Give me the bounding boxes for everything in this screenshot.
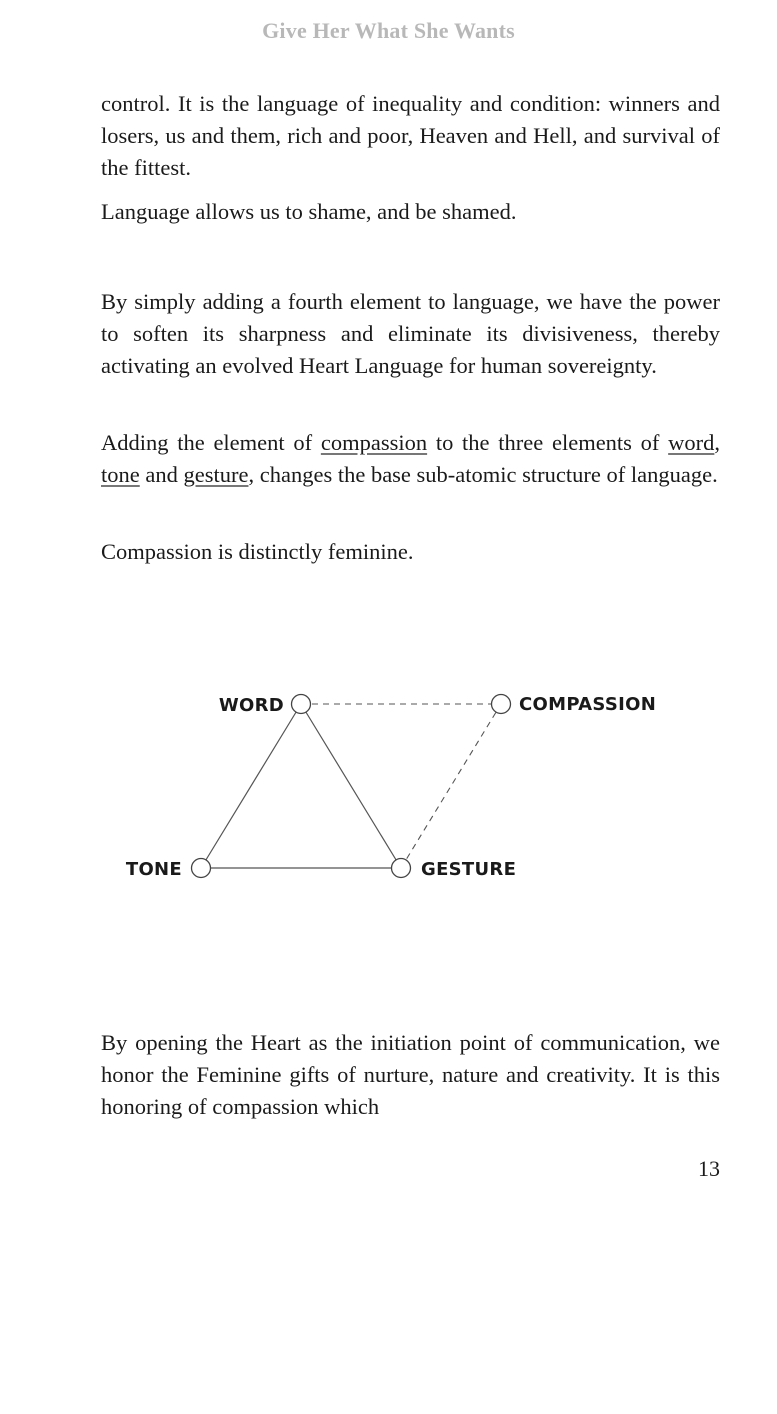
- paragraph-adding-compassion: [101, 427, 720, 491]
- p4-text-4: and: [139, 462, 184, 487]
- paragraph-shame: Language allows us to shame, and be shamed.: [101, 199, 517, 224]
- p4-text-1: Adding the element of: [101, 430, 321, 455]
- four-element-diagram: [0, 670, 777, 900]
- label-word: WORD: [218, 695, 284, 716]
- edge-gesture-compassion: [401, 704, 501, 868]
- paragraph-fourth-element: By simply adding a fourth element to language, we have the power to soften its sharpness and eliminate its divisiveness, thereby activating an evolved Heart Language for human sovereignty.: [101, 289, 720, 378]
- node-tone: [192, 859, 211, 878]
- node-gesture: [392, 859, 411, 878]
- label-compassion: COMPASSION: [519, 694, 657, 715]
- label-tone: TONE: [125, 859, 182, 880]
- edge-word-gesture: [301, 704, 401, 868]
- term-tone: tone: [101, 462, 140, 487]
- term-word: word: [668, 430, 715, 455]
- label-gesture: GESTURE: [421, 859, 517, 880]
- edge-word-tone: [201, 704, 301, 868]
- p4-text-5: , changes the base sub-atomic structure of language.: [248, 462, 718, 487]
- page-number: 13: [698, 1156, 720, 1181]
- paragraph-opening-heart: By opening the Heart as the initiation point of communication, we honor the Feminine gifts of nurture, nature and creativity. It is this honoring of compassion which: [101, 1030, 720, 1119]
- term-compassion: compassion: [320, 430, 428, 455]
- p4-text-2: to the three elements of: [427, 430, 669, 455]
- node-word: [292, 695, 311, 714]
- node-compassion: [492, 695, 511, 714]
- p4-text-3: ,: [714, 430, 721, 455]
- paragraph-language-of-control: control. It is the language of inequality and condition: winners and losers, us and them, rich and poor, Heaven and Hell, and survival of the fittest.: [101, 91, 720, 180]
- paragraph-compassion-feminine: Compassion is distinctly feminine.: [101, 539, 414, 564]
- running-header: Give Her What She Wants: [262, 18, 515, 43]
- term-gesture: gesture: [183, 462, 249, 487]
